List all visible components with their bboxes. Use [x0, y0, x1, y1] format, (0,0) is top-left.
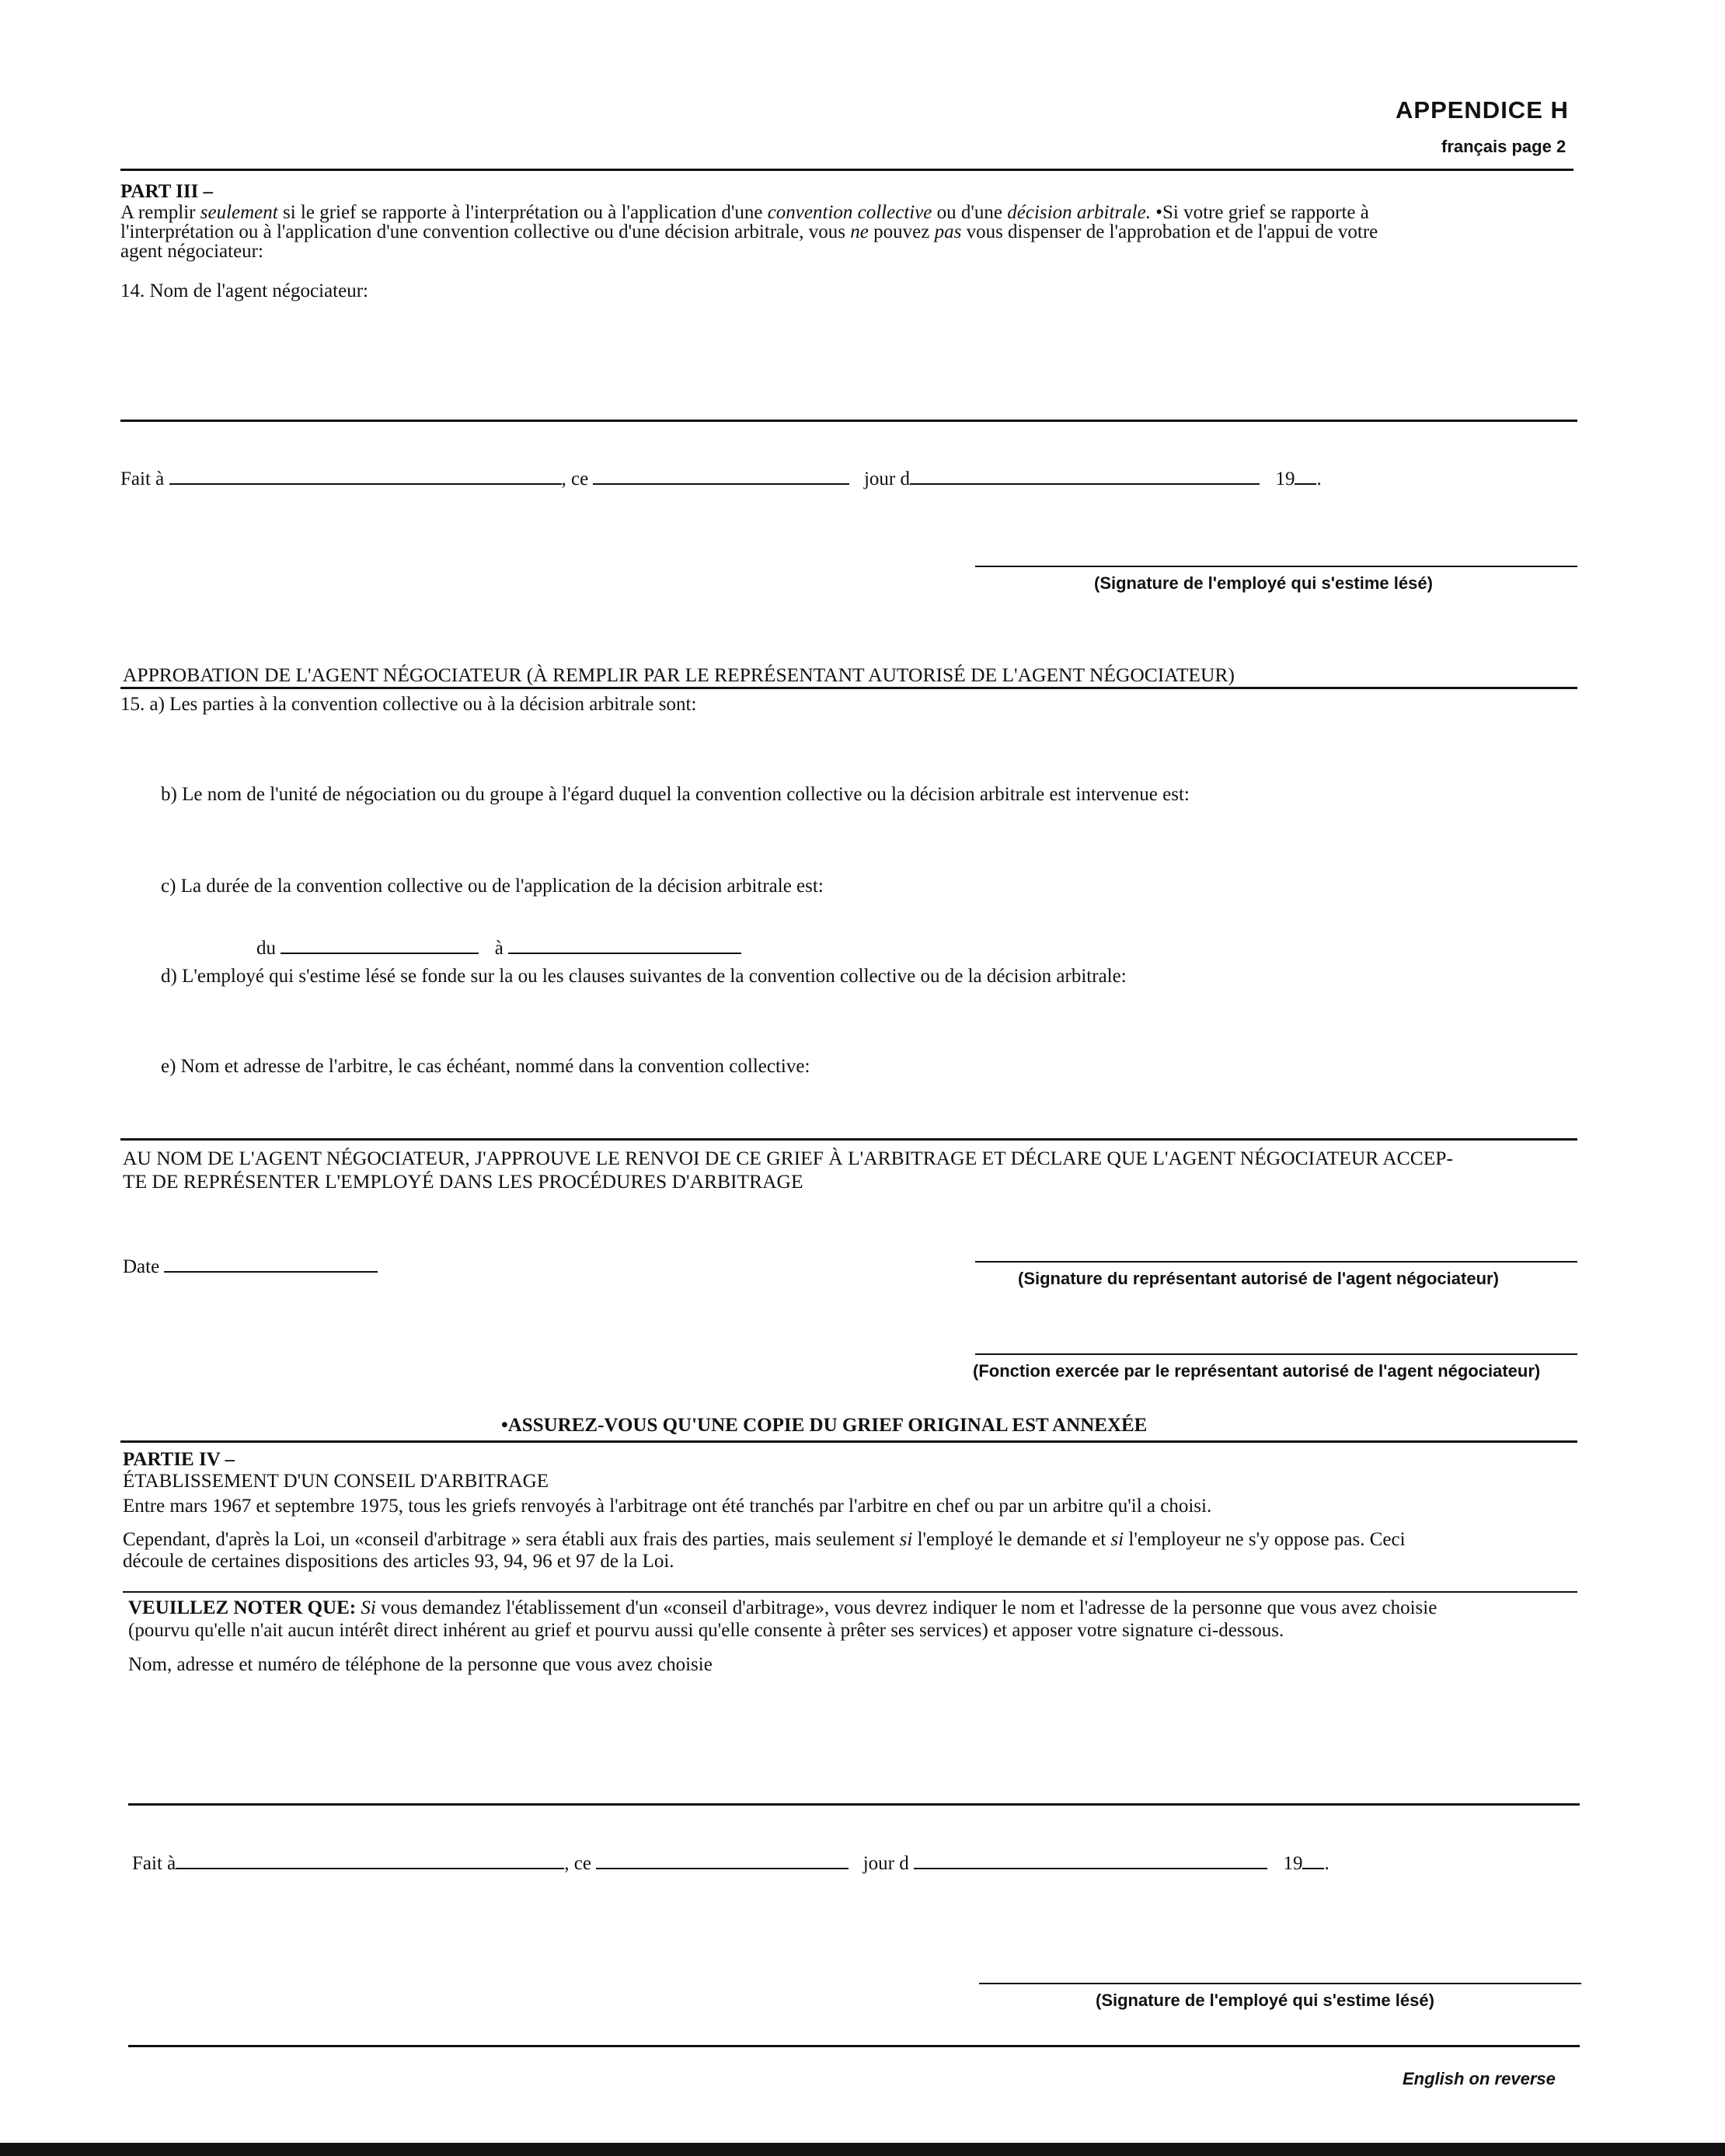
english-on-reverse: English on reverse — [1403, 2069, 1556, 2088]
header-rule — [120, 169, 1573, 171]
para2-text-a: Cependant, d'après la Loi, un «conseil d'arbitrage » sera établi aux frais des parties, mais seulement — [123, 1529, 895, 1550]
representative-signature-caption: (Signature du représentant autorisé de l'agent négociateur) — [1018, 1269, 1499, 1288]
employee-signature-caption: (Signature de l'employé qui s'estime lésé) — [1094, 573, 1433, 593]
part4-subheading: ÉTABLISSEMENT D'UN CONSEIL D'ARBITRAGE — [123, 1471, 549, 1492]
date-row — [123, 1252, 378, 1280]
declaration-line-2: TE DE REPRÉSENTER L'EMPLOYÉ DANS LES PROCÉDURES D'ARBITRAGE — [123, 1170, 803, 1193]
note-em-si: Si — [361, 1597, 376, 1618]
item-15a: 15. a) Les parties à la convention collective ou à la décision arbitrale sont: — [120, 694, 697, 715]
du-label: du — [256, 938, 276, 959]
item-15e: e) Nom et adresse de l'arbitre, le cas échéant, nommé dans la convention collective: — [161, 1056, 810, 1077]
jour-d-label-2: jour d — [862, 1853, 909, 1874]
note-rule — [123, 1591, 1577, 1593]
note-text-1: vous demandez l'établissement d'un «conseil d'arbitrage», vous devrez indiquer le nom et l'adresse de la personne que vous avez choisie — [381, 1597, 1438, 1618]
copy-notice: •ASSUREZ-VOUS QU'UNE COPIE DU GRIEF ORIGINAL EST ANNEXÉE — [501, 1415, 1148, 1436]
function-line[interactable] — [975, 1353, 1577, 1355]
para2-text-c: l'employeur ne s'y oppose pas. Ceci — [1128, 1529, 1406, 1550]
intro-text-1: A remplir — [120, 202, 196, 223]
intro-em-decision: décision arbitrale. — [1007, 202, 1151, 223]
part4-para1: Entre mars 1967 et septembre 1975, tous les griefs renvoyés à l'arbitrage ont été tranchés par l'arbitre en chef ou par un arbitre qu'il a choisi. — [123, 1496, 1212, 1517]
intro-line2c: vous dispenser de l'approbation et de l'appui de votre — [966, 221, 1378, 242]
item-14-answer-line[interactable] — [120, 420, 1577, 422]
note-label: VEUILLEZ NOTER QUE: — [128, 1597, 357, 1618]
declaration-rule — [120, 1138, 1577, 1141]
fait-a-label-2: Fait à — [132, 1853, 176, 1874]
para2-text-b: l'employé le demande et — [917, 1529, 1106, 1550]
appendix-title: APPENDICE H — [1396, 96, 1569, 124]
note-block — [128, 1596, 1577, 1642]
ce-label-2: , ce — [564, 1853, 591, 1874]
year-field-2[interactable] — [1302, 1849, 1324, 1869]
month-field-2[interactable] — [914, 1849, 1267, 1869]
part4-para2 — [123, 1527, 1576, 1573]
para2-em-si-2: si — [1110, 1529, 1124, 1550]
bottom-rule — [128, 2045, 1580, 2047]
ce-label: , ce — [561, 468, 589, 489]
duration-from-field[interactable] — [281, 934, 479, 954]
intro-line3: agent négociateur: — [120, 241, 263, 262]
page-label: français page 2 — [1441, 137, 1566, 156]
item-14-label: 14. Nom de l'agent négociateur: — [120, 280, 368, 301]
date-label: Date — [123, 1256, 160, 1277]
item-15b: b) Le nom de l'unité de négociation ou du groupe à l'égard duquel la convention collective ou la décision arbitrale est intervenue est: — [161, 784, 1190, 805]
day-field[interactable] — [593, 465, 849, 485]
part3-heading: PART III – — [120, 181, 214, 202]
a-label: à — [494, 938, 504, 959]
intro-line2a: l'interprétation ou à l'application d'une convention collective ou d'une décision arbitrale, vous — [120, 221, 846, 242]
intro-em-ne: ne — [850, 221, 869, 242]
year-dot: . — [1316, 468, 1322, 489]
declaration-line-1: AU NOM DE L'AGENT NÉGOCIATEUR, J'APPROUVE LE RENVOI DE CE GRIEF À L'ARBITRAGE ET DÉCLARE QUE L'AGENT NÉGOCIATEUR ACCEP- — [123, 1147, 1453, 1169]
duration-row — [256, 934, 741, 962]
para2-line2: découle de certaines dispositions des articles 93, 94, 96 et 97 de la Loi. — [123, 1551, 674, 1572]
month-field[interactable] — [910, 465, 1260, 485]
fait-a-row-1 — [120, 465, 1322, 493]
fait-a-row-2 — [132, 1849, 1329, 1877]
employee-signature-caption-2: (Signature de l'employé qui s'estime lésé) — [1096, 1991, 1434, 2010]
approval-heading: APPROBATION DE L'AGENT NÉGOCIATEUR (À REMPLIR PAR LE REPRÉSENTANT AUTORISÉ DE L'AGENT NÉGOCIATEUR) — [123, 664, 1235, 686]
day-field-2[interactable] — [596, 1849, 849, 1869]
intro-text-2: si le grief se rapporte à l'interprétation ou à l'application d'une — [282, 202, 763, 223]
year-label-2: 19 — [1283, 1853, 1303, 1874]
intro-em-pas: pas — [934, 221, 962, 242]
duration-to-field[interactable] — [508, 934, 741, 954]
item-15d: d) L'employé qui s'estime lésé se fonde sur la ou les clauses suivantes de la convention collective ou de la décision arbitrale: — [161, 966, 1127, 987]
intro-text-3: ou d'une — [936, 202, 1003, 223]
name-answer-line[interactable] — [128, 1803, 1580, 1806]
name-prompt: Nom, adresse et numéro de téléphone de la personne que vous avez choisie — [128, 1654, 713, 1675]
year-field[interactable] — [1295, 465, 1316, 485]
fait-a-label: Fait à — [120, 468, 165, 489]
place-field[interactable] — [169, 465, 562, 485]
part3-intro — [120, 200, 1573, 263]
scan-edge — [0, 2143, 1725, 2156]
para2-em-si-1: si — [899, 1529, 913, 1550]
item-15c: c) La durée de la convention collective ou de l'application de la décision arbitrale est: — [161, 876, 824, 897]
part4-top-rule — [120, 1440, 1577, 1443]
year-label: 19 — [1275, 468, 1295, 489]
employee-signature-line-2[interactable] — [979, 1983, 1581, 1984]
intro-line2b: pouvez — [873, 221, 930, 242]
year-dot-2: . — [1324, 1853, 1329, 1874]
representative-signature-line[interactable] — [975, 1261, 1577, 1263]
approval-rule — [120, 687, 1577, 689]
part4-heading: PARTIE IV – — [123, 1449, 235, 1470]
place-field-2[interactable] — [176, 1849, 564, 1869]
intro-em-convention: convention collective — [767, 202, 932, 223]
date-field[interactable] — [164, 1252, 378, 1273]
intro-em-seulement: seulement — [200, 202, 278, 223]
employee-signature-line[interactable] — [975, 566, 1577, 567]
jour-d-label: jour d — [863, 468, 910, 489]
intro-text-4: •Si votre grief se rapporte à — [1155, 202, 1369, 223]
function-caption: (Fonction exercée par le représentant autorisé de l'agent négociateur) — [973, 1361, 1541, 1381]
note-text-2: (pourvu qu'elle n'ait aucun intérêt direct inhérent au grief et pourvu aussi qu'elle consente à prêter ses services) et apposer votre signature ci-dessous. — [128, 1620, 1284, 1641]
